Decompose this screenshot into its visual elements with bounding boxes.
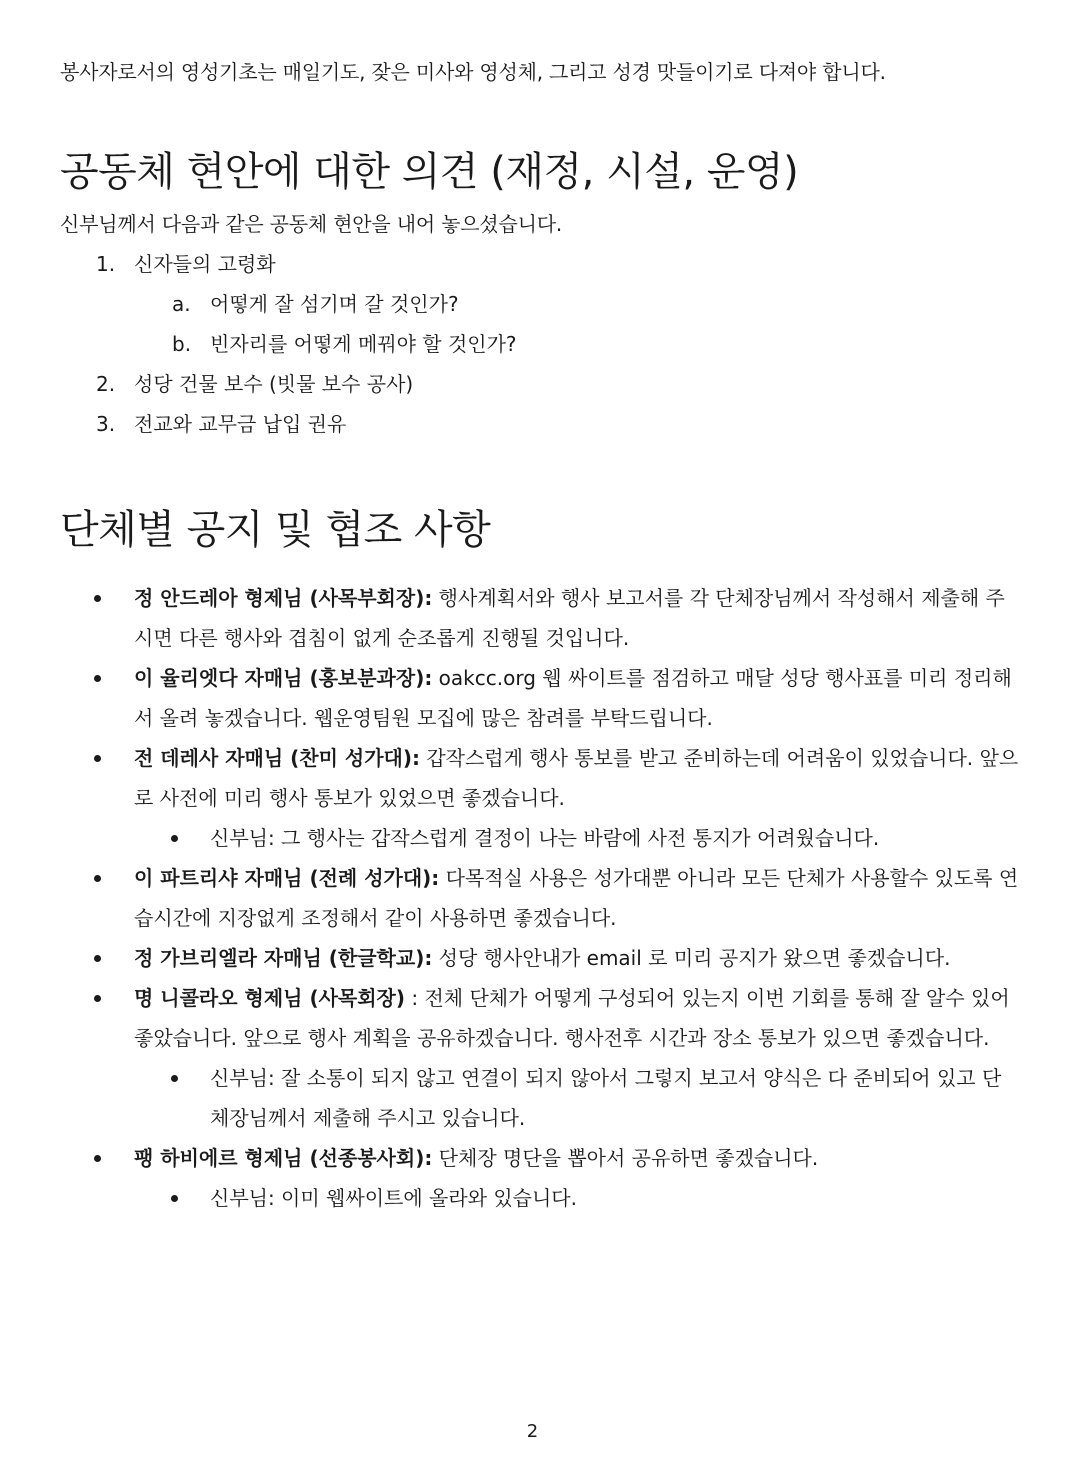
list-item [60,364,1020,404]
sub-list-item [60,284,1020,324]
bullet-icon [171,835,178,842]
reply-item [60,818,1020,858]
notice-text: 행사계획서와 행사 보고서를 각 단체장님께서 작성해서 제출해 주시면 다른 행사와 겹침이 없게 순조롭게 진행될 것입니다. [134,586,1005,650]
notice-author: 정 안드레아 형제님 (사목부회장): [134,586,433,610]
list-item [60,244,1020,284]
reply-item [60,1178,1020,1218]
reply-item [60,1058,1020,1138]
sub-list-item [60,324,1020,364]
notices-list [60,578,1020,1218]
notice-author: 팽 하비에르 형제님 (선종봉사회): [134,1146,433,1170]
notice-item [60,578,1020,658]
bullet-icon [94,595,101,602]
notice-author: 명 니콜라오 형제님 (사목회장) [134,986,406,1010]
sub-list-text: 빈자리를 어떻게 메꿔야 할 것인가? [210,332,517,356]
reply-text: 신부님: 잘 소통이 되지 않고 연결이 되지 않아서 그렇지 보고서 양식은 다 준비되어 있고 단체장님께서 제출해 주시고 있습니다. [210,1066,1002,1130]
reply-text: 신부님: 그 행사는 갑작스럽게 결정이 나는 바람에 사전 통지가 어려웠습니다. [210,826,880,850]
bullet-icon [94,675,101,682]
list-item-text: 성당 건물 보수 (빗물 보수 공사) [134,372,414,396]
notice-item [60,858,1020,938]
notice-text: 다목적실 사용은 성가대뿐 아니라 모든 단체가 사용할수 있도록 연습시간에 지장없게 조정해서 같이 사용하면 좋겠습니다. [134,866,1019,930]
section-heading-notices: 단체별 공지 및 협조 사항 [60,507,491,553]
notice-text: 성당 행사안내가 email 로 미리 공지가 왔으면 좋겠습니다. [432,946,951,970]
section-heading-issues: 공동체 현안에 대한 의견 (재정, 시설, 운영) [60,149,799,195]
page-number: 2 [526,1421,539,1442]
notice-text: 갑작스럽게 행사 통보를 받고 준비하는데 어려움이 있었습니다. 앞으로 사전에 미리 행사 통보가 있었으면 좋겠습니다. [134,746,1019,810]
notice-author: 전 데레사 자매님 (찬미 성가대): [134,746,420,770]
bullet-icon [94,875,101,882]
bullet-icon [171,1195,178,1202]
bullet-icon [171,1075,178,1082]
list-item-text: 신자들의 고령화 [134,252,276,276]
notice-item [60,938,1020,978]
notice-author: 정 가브리엘라 자매님 (한글학교): [134,946,433,970]
notice-author: 이 파트리샤 자매님 (전례 성가대): [134,866,440,890]
notice-item [60,1138,1020,1178]
list-item-text: 전교와 교무금 납입 권유 [134,412,347,436]
bullet-icon [94,995,101,1002]
document-page [60,52,1020,1218]
intro-paragraph: 봉사자로서의 영성기초는 매일기도, 잦은 미사와 영성체, 그리고 성경 맛들이기로 다져야 합니다. [60,60,886,84]
bullet-icon [94,955,101,962]
reply-text: 신부님: 이미 웹싸이트에 올라와 있습니다. [210,1186,577,1210]
issues-list [60,244,1020,444]
bullet-icon [94,1155,101,1162]
list-number: 2. [96,372,116,396]
sub-list-letter: a. [172,292,191,316]
sub-list-text: 어떻게 잘 섬기며 갈 것인가? [210,292,459,316]
bullet-icon [94,755,101,762]
notice-text: : 전체 단체가 어떻게 구성되어 있는지 이번 기회를 통해 잘 알수 있어 좋았습니다. 앞으로 행사 계획을 공유하겠습니다. 행사전후 시간과 장소 통보가 있으면 좋겠습니다. [134,986,1010,1050]
notice-item [60,738,1020,818]
notice-item [60,978,1020,1058]
list-number: 1. [96,252,116,276]
notice-item [60,658,1020,738]
sub-list-letter: b. [172,332,192,356]
notice-text: 단체장 명단을 뽑아서 공유하면 좋겠습니다. [432,1146,819,1170]
list-number: 3. [96,412,116,436]
list-item [60,404,1020,444]
notice-text: oakcc.org 웹 싸이트를 점검하고 매달 성당 행사표를 미리 정리해서 올려 놓겠습니다. 웹운영팀원 모집에 많은 참려를 부탁드립니다. [134,666,1012,730]
issues-lead: 신부님께서 다음과 같은 공동체 현안을 내어 놓으셨습니다. [60,212,562,236]
notice-author: 이 율리엣다 자매님 (홍보분과장): [134,666,433,690]
